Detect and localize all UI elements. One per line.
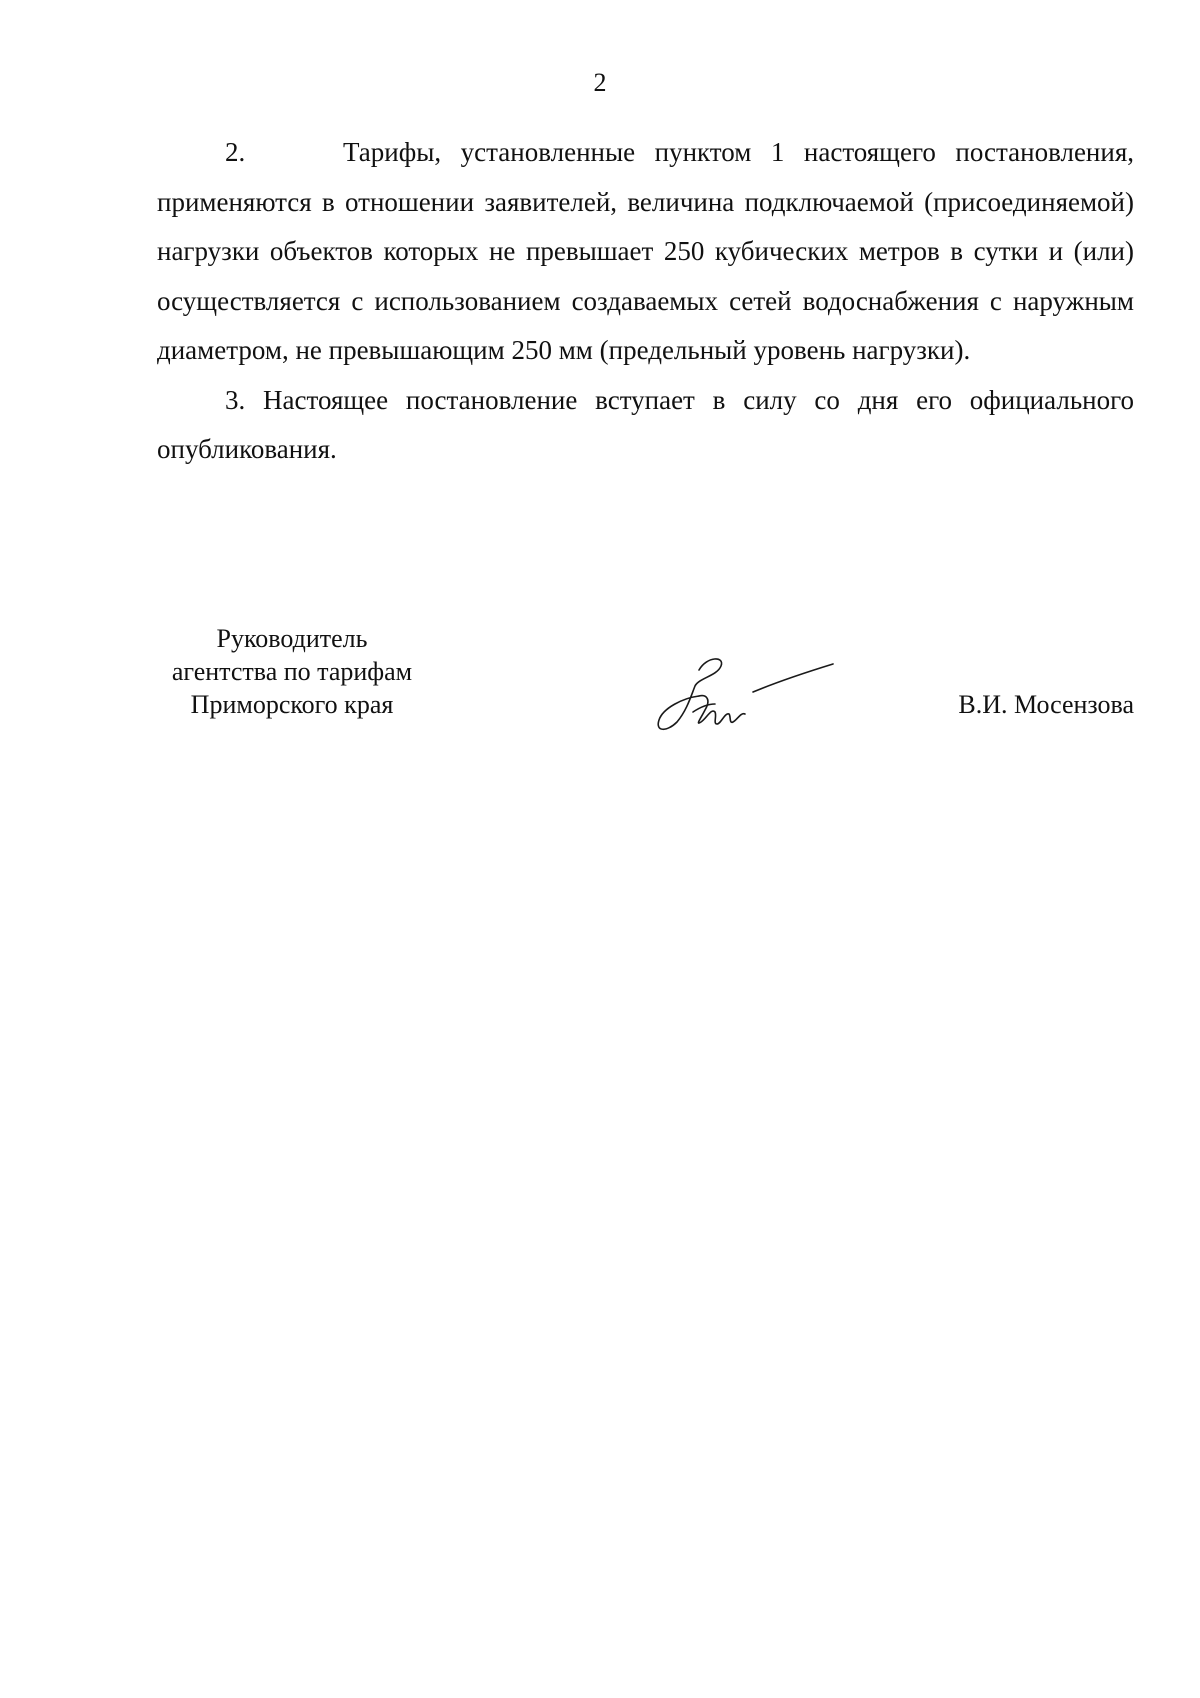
- signature-block: [157, 622, 1134, 742]
- paragraph-2: 2. Тарифы, установленные пунктом 1 настоящего постановления, применяются в отношении заявителей, величина подключаемой (присоединяемой) нагрузки объектов которых не превышает 250 кубических метров в сутки и (или) осуществляется с использованием создаваемых сетей водоснабжения с наружным диаметром, не превышающим 250 мм (предельный уровень нагрузки).: [157, 137, 1134, 365]
- signer-position-line: Руководитель: [216, 624, 368, 653]
- signer-position: [157, 622, 427, 721]
- signer-position-line: Приморского края: [190, 690, 394, 719]
- paragraph-3: 3. Настоящее постановление вступает в силу со дня его официального опубликования.: [157, 384, 1134, 464]
- signer-position-line: агентства по тарифам: [171, 657, 413, 686]
- page-number: 2: [593, 68, 607, 97]
- signer-name: В.И. Мосензова: [958, 690, 1134, 719]
- handwritten-signature: [637, 652, 837, 742]
- document-body: [157, 128, 1134, 475]
